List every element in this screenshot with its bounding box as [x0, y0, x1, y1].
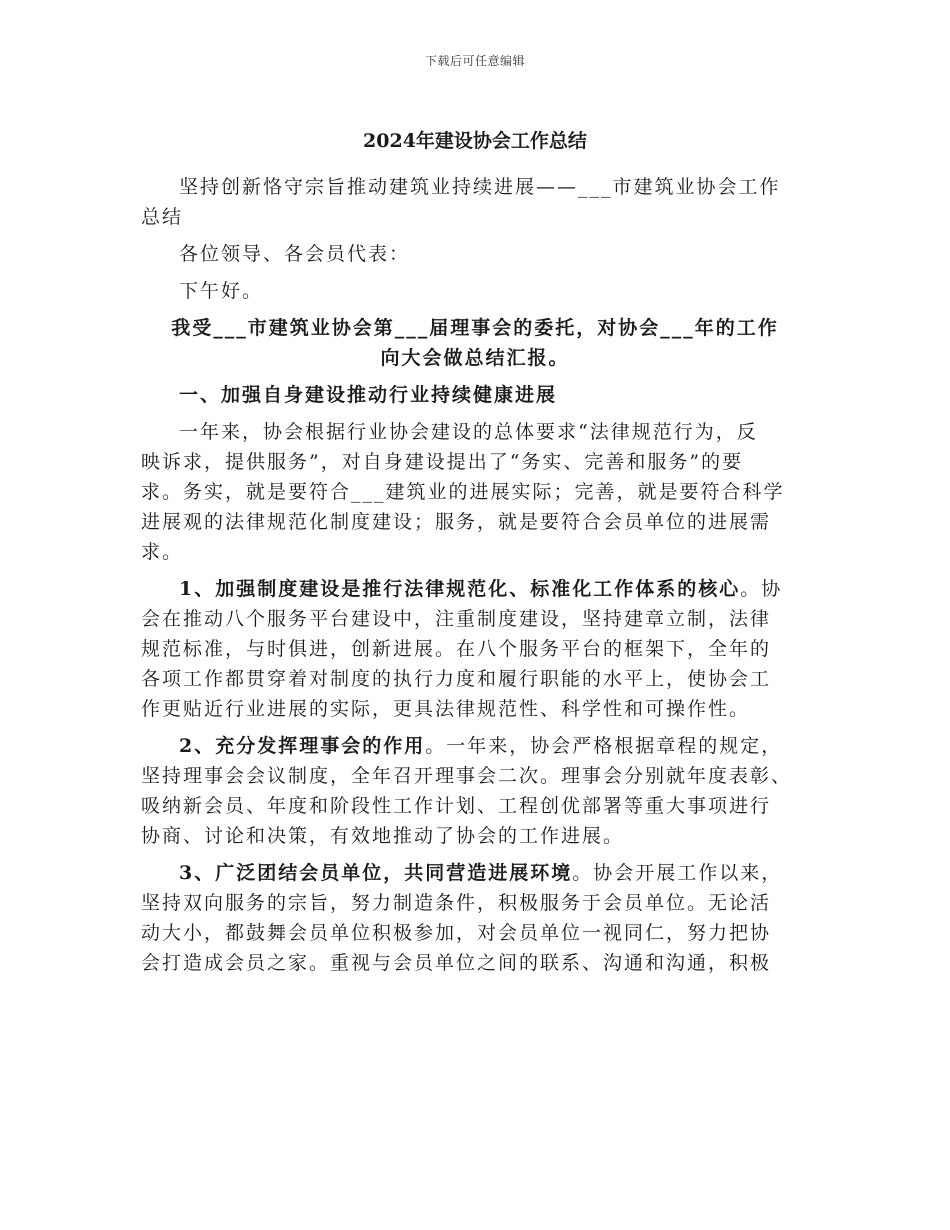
- text-line: 协商、讨论和决策，有效地推动了协会的工作进展。: [141, 825, 625, 847]
- paragraph-salutation: [141, 239, 809, 269]
- text-line: [141, 858, 809, 888]
- section-heading-1: [141, 380, 809, 410]
- text-line: 会在推动八个服务平台建设中，注重制度建设，坚持建章立制，法律: [141, 608, 772, 630]
- item-3-heading: 3、广泛团结会员单位，共同营造进展环境: [179, 862, 573, 884]
- text-line: 动大小，都鼓舞会员单位积极参加，对会员单位一视同仁，努力把协: [141, 922, 772, 944]
- text-line: 会打造成会员之家。重视与会员单位之间的联系、沟通和沟通，积极: [141, 952, 772, 974]
- text-line: 映诉求，提供服务”，对自身建设提出了“务实、完善和服务”的要: [141, 451, 744, 473]
- paragraph-item-1: [141, 574, 809, 724]
- paragraph-greeting: [141, 276, 809, 306]
- text-line: 求。务实，就是要符合___建筑业的进展实际；完善，就是要符合科学: [141, 481, 785, 503]
- paragraph-overview: [141, 417, 809, 567]
- document-body: [141, 172, 809, 978]
- text-line: 作更贴近行业进展的实际，更具法律规范性、科学性和可操作性。: [141, 698, 751, 720]
- text-line: [141, 731, 809, 761]
- paragraph-item-3: [141, 858, 809, 978]
- paragraph-subtitle: [141, 172, 809, 232]
- paragraph-item-2: [141, 731, 809, 851]
- text-line: 求。: [141, 541, 184, 563]
- item-1-heading: 1、加强制度建设是推行法律规范化、标准化工作体系的核心: [179, 578, 741, 600]
- text-line: 各项工作都贯穿着对制度的执行力度和履行职能的水平上，使协会工: [141, 668, 772, 690]
- paragraph-report-intro: [141, 313, 809, 373]
- text-line: 规范标准，与时俱进，创新进展。在八个服务平台的框架下，全年的: [141, 638, 772, 660]
- text-line: 我受___市建筑业协会第___届理事会的委托，对协会___年的工作: [171, 317, 779, 339]
- page-header-watermark: 下载后可任意编辑: [424, 54, 525, 68]
- text-line: 坚持理事会会议制度，全年召开理事会二次。理事会分别就年度表彰、: [141, 765, 793, 787]
- item-2-heading: 2、充分发挥理事会的作用: [179, 735, 426, 757]
- text-line: 进展观的法律规范化制度建设；服务，就是要符合会员单位的进展需: [141, 511, 772, 533]
- text-run: 。协: [740, 578, 783, 600]
- text-line: 下午好。: [179, 280, 264, 302]
- text-line: 坚持创新恪守宗旨推动建筑业持续进展——___市建筑业协会工作: [179, 176, 781, 198]
- document-title: 2024年建设协会工作总结: [363, 130, 587, 152]
- text-line: 吸纳新会员、年度和阶段性工作计划、工程创优部署等重大事项进行: [141, 795, 772, 817]
- text-line: [141, 574, 809, 604]
- text-line: 一年来，协会根据行业协会建设的总体要求“法律规范行为，反: [179, 421, 758, 443]
- text-run: 。一年来，协会严格根据章程的规定，: [425, 735, 783, 757]
- text-line: 一、加强自身建设推动行业持续健康进展: [179, 384, 558, 406]
- text-line: 总结: [141, 206, 184, 228]
- text-line: 坚持双向服务的宗旨，努力制造条件，积极服务于会员单位。无论活: [141, 892, 772, 914]
- text-line: 向大会做总结汇报。: [380, 347, 570, 369]
- text-run: 。协会开展工作以来，: [572, 862, 783, 884]
- text-line: 各位领导、各会员代表：: [179, 243, 411, 265]
